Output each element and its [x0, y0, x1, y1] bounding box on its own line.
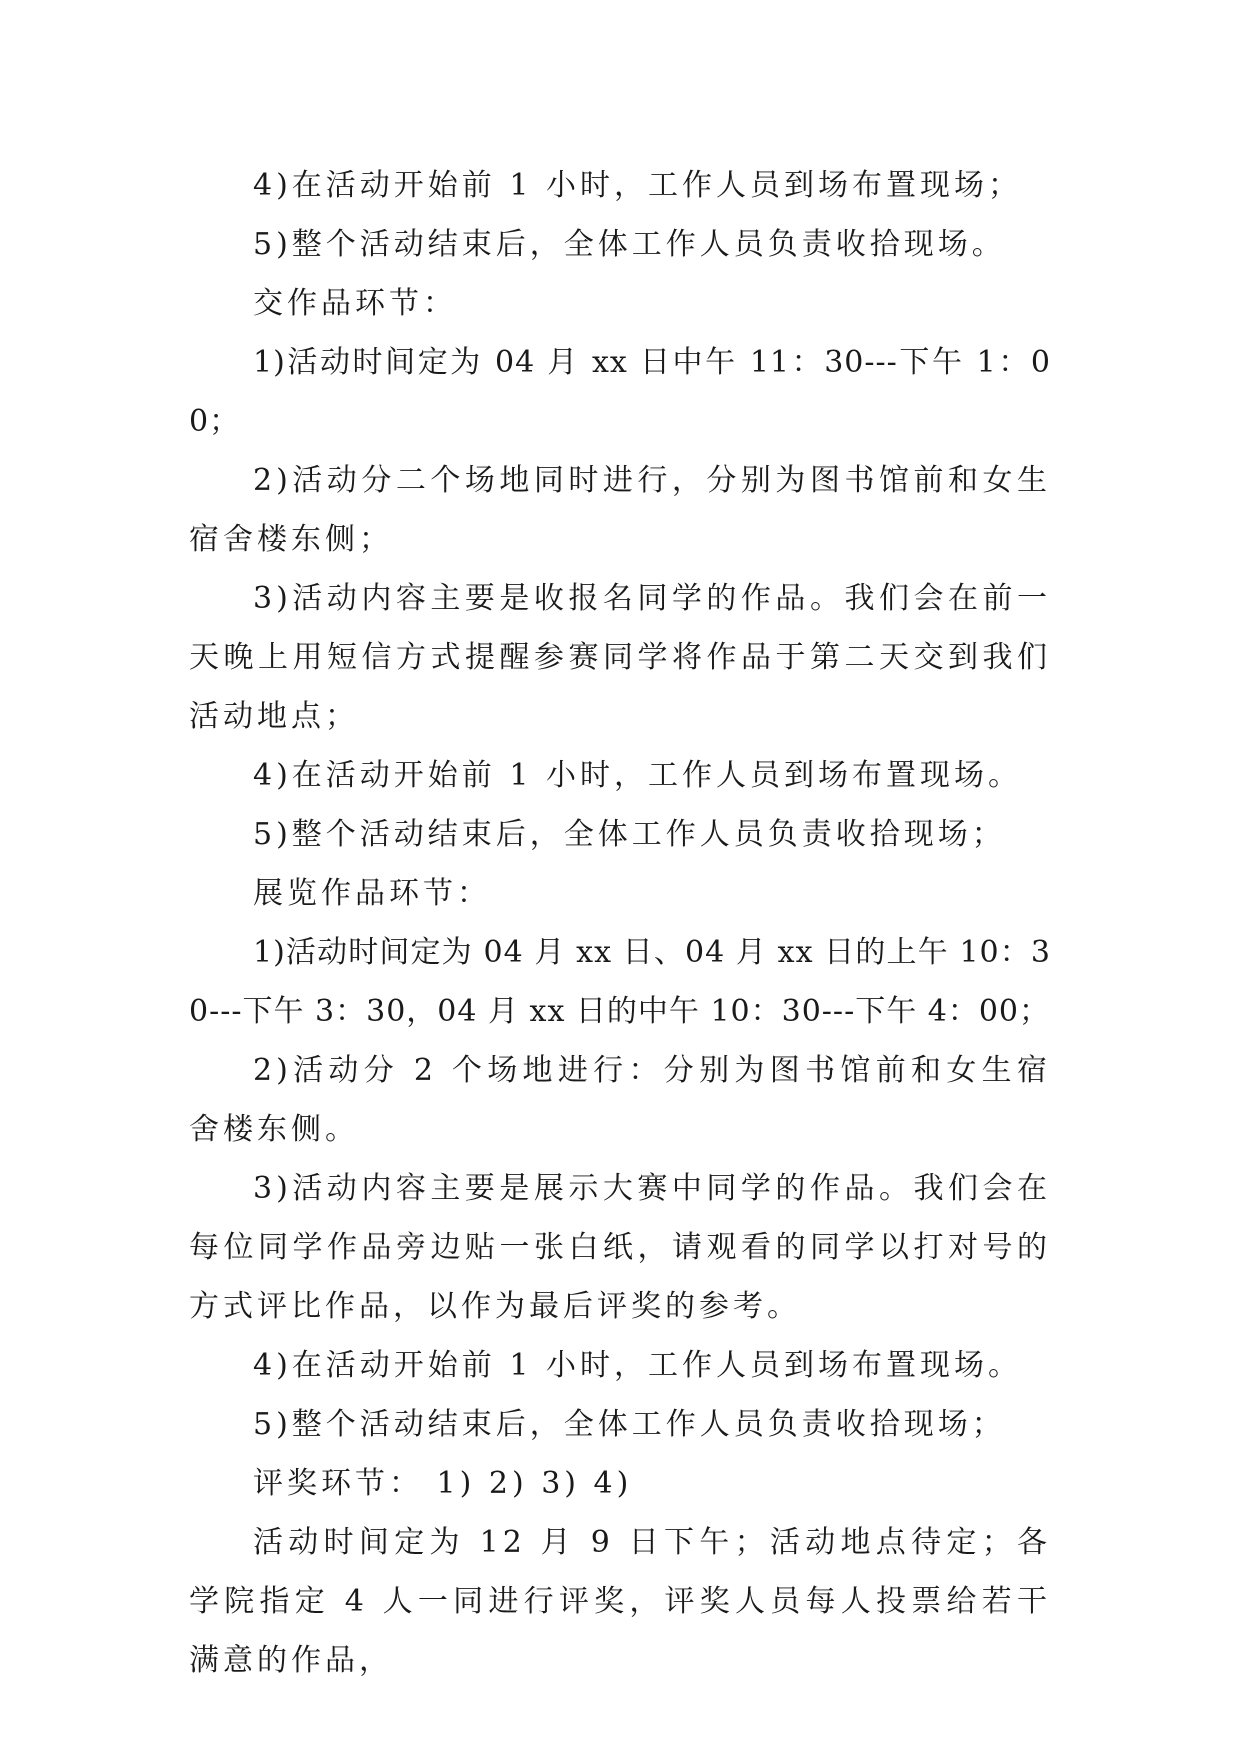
paragraph-cleanup: 5)整个活动结束后，全体工作人员负责收拾现场；	[253, 817, 1006, 852]
document-body	[189, 156, 1051, 1690]
paragraph-cleanup: 5)整个活动结束后，全体工作人员负责收拾现场。	[253, 227, 1006, 262]
paragraph-exhibition-time: 1)活动时间定为 04 月 xx 日、04 月 xx 日的上午 10：30---下午 3：30，04 月 xx 日的中午 10：30---下午 4：00；	[189, 935, 1051, 1029]
paragraph-cleanup: 5)整个活动结束后，全体工作人员负责收拾现场；	[253, 1407, 1006, 1442]
section-heading-exhibition: 展览作品环节：	[253, 876, 491, 911]
paragraph-exhibition-content: 3)活动内容主要是展示大赛中同学的作品。我们会在每位同学作品旁边贴一张白纸，请观看的同学以打对号的方式评比作品，以作为最后评奖的参考。	[189, 1171, 1051, 1324]
section-heading-judging: 评奖环节： 1) 2) 3) 4)	[253, 1466, 633, 1501]
paragraph-exhibition-venue: 2)活动分 2 个场地进行：分别为图书馆前和女生宿舍楼东侧。	[189, 1053, 1051, 1147]
paragraph-submission-content: 3)活动内容主要是收报名同学的作品。我们会在前一天晚上用短信方式提醒参赛同学将作品于第二天交到我们活动地点；	[189, 581, 1051, 734]
paragraph-setup-reminder: 4)在活动开始前 1 小时，工作人员到场布置现场。	[253, 1348, 1022, 1383]
paragraph-submission-time: 1)活动时间定为 04 月 xx 日中午 11：30---下午 1：00；	[189, 345, 1051, 439]
paragraph-submission-venue: 2)活动分二个场地同时进行，分别为图书馆前和女生宿舍楼东侧；	[189, 463, 1051, 557]
section-heading-submission: 交作品环节：	[253, 286, 457, 321]
paragraph-judging-details: 活动时间定为 12 月 9 日下午；活动地点待定；各学院指定 4 人一同进行评奖，评奖人员每人投票给若干满意的作品，	[189, 1525, 1051, 1678]
paragraph-setup-reminder: 4)在活动开始前 1 小时，工作人员到场布置现场。	[253, 758, 1022, 793]
paragraph-setup-reminder: 4)在活动开始前 1 小时，工作人员到场布置现场；	[253, 168, 1022, 203]
